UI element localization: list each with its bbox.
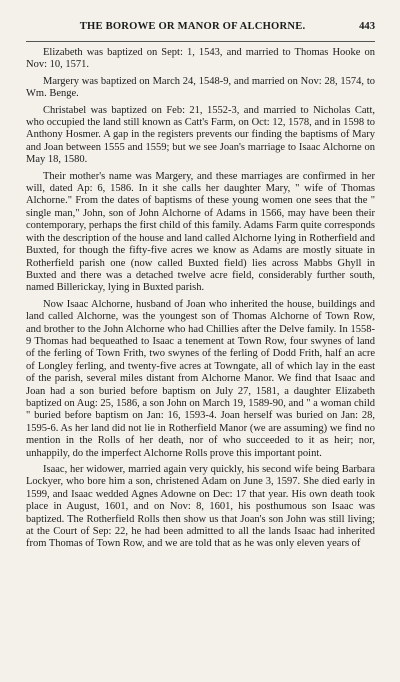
paragraph: Christabel was baptized on Feb: 21, 1552-3, and married to Nicholas Catt, who occupied the land still known as Catt's Farm, on Oct: 12, 1578, and in 1598 to Anthony Hosmer. A gap in the registers prevents our finding the baptisms of Mary and Joan between 1555 and 1559; but we see Joan's marriage to Isaac Alchorne on May 18, 1580. <box>26 104 375 166</box>
body-text <box>26 47 375 551</box>
paragraph: Now Isaac Alchorne, husband of Joan who inherited the house, buildings and land called Alchorne, was the youngest son of Thomas Alchorne of Town Row, and brother to the John Alchorne who had Chillies after the Delve family. In 1558-9 Thomas had bequeathed to Isaac a tenement at Town Row, four swynes of land of the ferling of Town Frith, two swynes of the ferling of Dodd Frith, half an acre of Longley ferling, and twenty-five acres at Towngate, all of which lay in the east of the parish, several miles distant from Alchorne Manor. We find that Isaac and Joan had a son buried before baptism on July 27, 1581, a daughter Elizabeth baptized on Aug: 25, 1586, a son John on March 19, 1589-90, and " a woman child " buried before baptism on Jan: 16, 1593-4. Joan herself was buried on Jan: 28, 1595-6. As her land did not lie in Rotherfield Manor (we are assuming) we find no mention in the Rolls of her death, nor of who succeeded to it as heir; nor, unhappily, do the imperfect Alchorne Rolls prove this important point. <box>26 298 375 459</box>
page-number: 443 <box>359 21 375 32</box>
paragraph: Elizabeth was baptized on Sept: 1, 1543, and married to Thomas Hooke on Nov: 10, 1571. <box>26 47 375 71</box>
paragraph: Margery was baptized on March 24, 1548-9, and married on Nov: 28, 1574, to Wm. Benge. <box>26 75 375 100</box>
running-head: THE BOROWE OR MANOR OF ALCHORNE. <box>79 21 306 32</box>
page-header <box>26 21 375 42</box>
paragraph: Their mother's name was Margery, and these marriages are confirmed in her will, dated Ap: 6, 1586. In it she calls her daughter Mary, " wife of Thomas Alchorne." From the dates of baptisms of these young women one sees that the " single man," John, son of John Alchorne of Adams in 1566, may have been their contemporary, perhaps the first child of this family. Adams Farm quite corresponds with the description of the house and land called Alchorne lying in Rotherfield and Buxted, for though the fifty-five acres we know as Adams are mostly situate in Rotherfield parish one (now called Buxted field) lies across Mabbs Ghyll in Buxted and there was a detached twelve acre field, considerably further south, named Billerickay, lying in Buxted parish. <box>26 170 375 294</box>
paragraph: Isaac, her widower, married again very quickly, his second wife being Barbara Lockyer, who bore him a son, christened Adam on June 3, 1597. She died early in 1599, and Isaac wedded Agnes Adowne on Dec: 17 that year. His own death took place in August, 1601, and on Nov: 8, 1601, his posthumous son Isaac was baptized. The Rotherfield Rolls then show us that Joan's son John was still living; at the Court of Sep: 22, he had been admitted to all the lands Isaac had inherited from Thomas of Town Row, and we are told that as he was only eleven years of <box>26 464 375 550</box>
